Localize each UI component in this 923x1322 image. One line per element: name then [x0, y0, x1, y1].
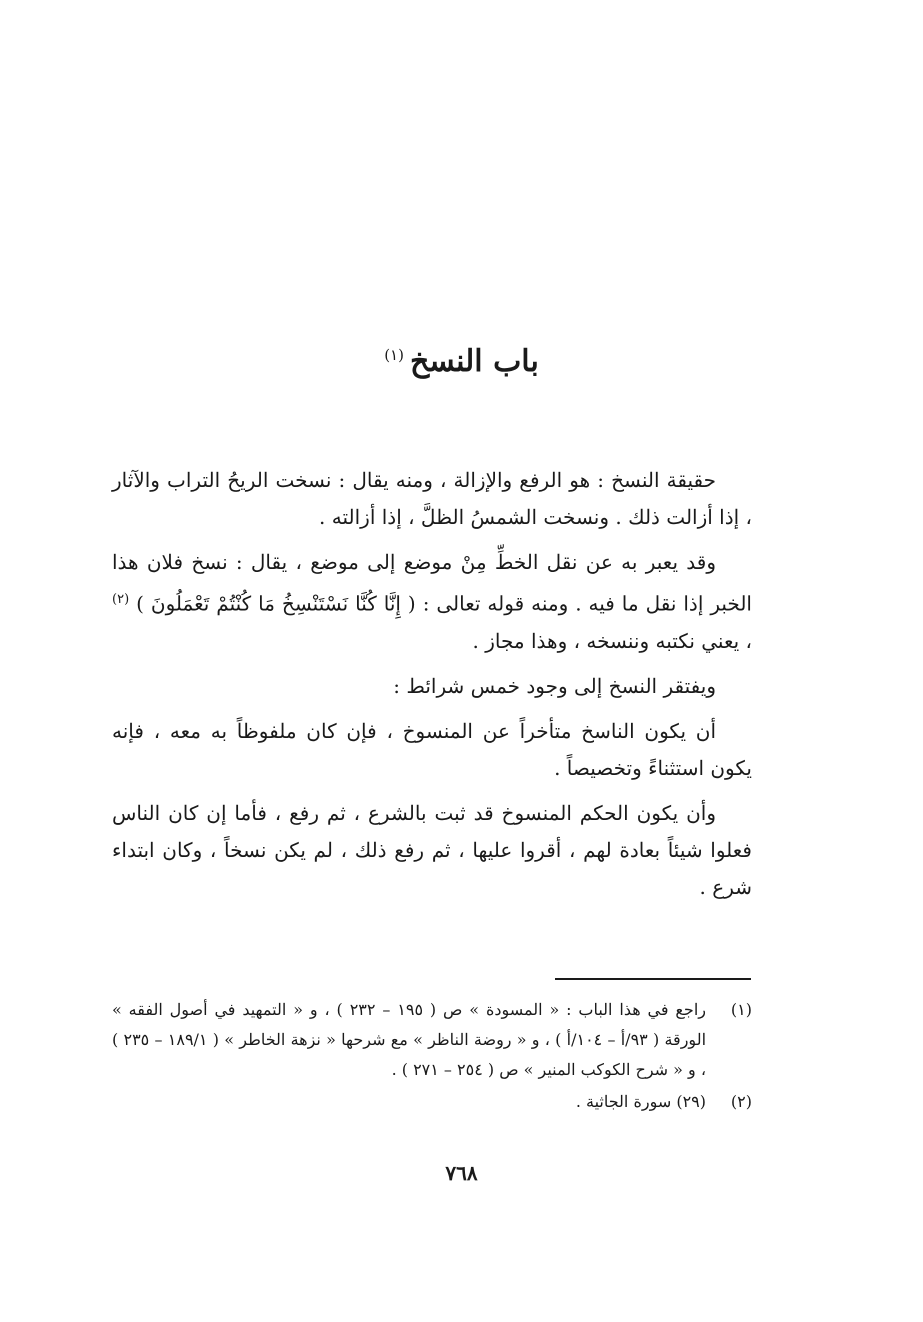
footnote-item — [112, 995, 752, 1085]
body-text — [112, 462, 752, 914]
footnote-text: (٢٩) سورة الجاثية . — [575, 1092, 706, 1111]
paragraph-condition-one: أن يكون الناسخ متأخراً عن المنسوخ ، فإن كان ملفوظاً به معه ، فإنه يكون استثناءً وتخصيصاً . — [112, 718, 752, 780]
chapter-footnote-ref: (١) — [384, 346, 404, 364]
footnotes — [112, 995, 752, 1119]
footnote-divider — [555, 978, 751, 980]
footnote-number: (٢) — [730, 1092, 752, 1111]
paragraph-text-after-verse: ، يعني نكتبه وننسخه ، وهذا مجاز . — [472, 628, 752, 653]
page-number: ٧٦٨ — [445, 1161, 478, 1185]
footnote-item — [112, 1087, 752, 1117]
paragraph-copying-meaning — [112, 544, 752, 660]
chapter-title — [0, 330, 923, 387]
footnote-text: راجع في هذا الباب : « المسودة » ص ( ١٩٥ – ٢٣٢ ) ، و « التمهيد في أصول الفقه » الورقة ( ٩٣/أ – ١٠٤/أ ) ، و « روضة الناظر » مع شرحها « نزهة الخاطر » ( ١٨٩/١ – ٢٣٥ ) ، و « شرح الكوكب المنير » ص ( ٢٥٤ – ٢٧١ ) . — [112, 1000, 707, 1079]
quran-verse: إِنَّا كُنَّا نَسْتَنْسِخُ مَا كُنْتُمْ تَعْمَلُونَ — [150, 591, 401, 616]
paragraph-condition-two: وأن يكون الحكم المنسوخ قد ثبت بالشرع ، ثم رفع ، فأما إن كان الناس فعلوا شيئاً بعادة لهم ، أقروا عليها ، ثم رفع ذلك ، لم يكن نسخاً ، وكان ابتداء شرع . — [112, 800, 752, 899]
paragraph-conditions-intro: ويفتقر النسخ إلى وجود خمس شرائط : — [393, 673, 716, 698]
chapter-title-text: باب النسخ — [409, 344, 539, 379]
verse-footnote-ref: (٢) — [112, 592, 130, 607]
paragraph-text-mid: ) — [129, 591, 151, 616]
footnote-number: (١) — [730, 1000, 752, 1019]
paragraph-definition: حقيقة النسخ : هو الرفع والإزالة ، ومنه يقال : نسخت الريحُ التراب والآثار ، إذا أزالت ذلك . ونسخت الشمسُ الظلَّ ، إذا أزالته . — [112, 468, 752, 529]
paragraph-text-before-verse: وقد يعبر به عن نقل الخطِّ مِنْ موضع إلى موضع ، يقال : نسخ فلان هذا الخبر إذا نقل ما فيه . ومنه قوله تعالى : ( — [112, 550, 752, 616]
